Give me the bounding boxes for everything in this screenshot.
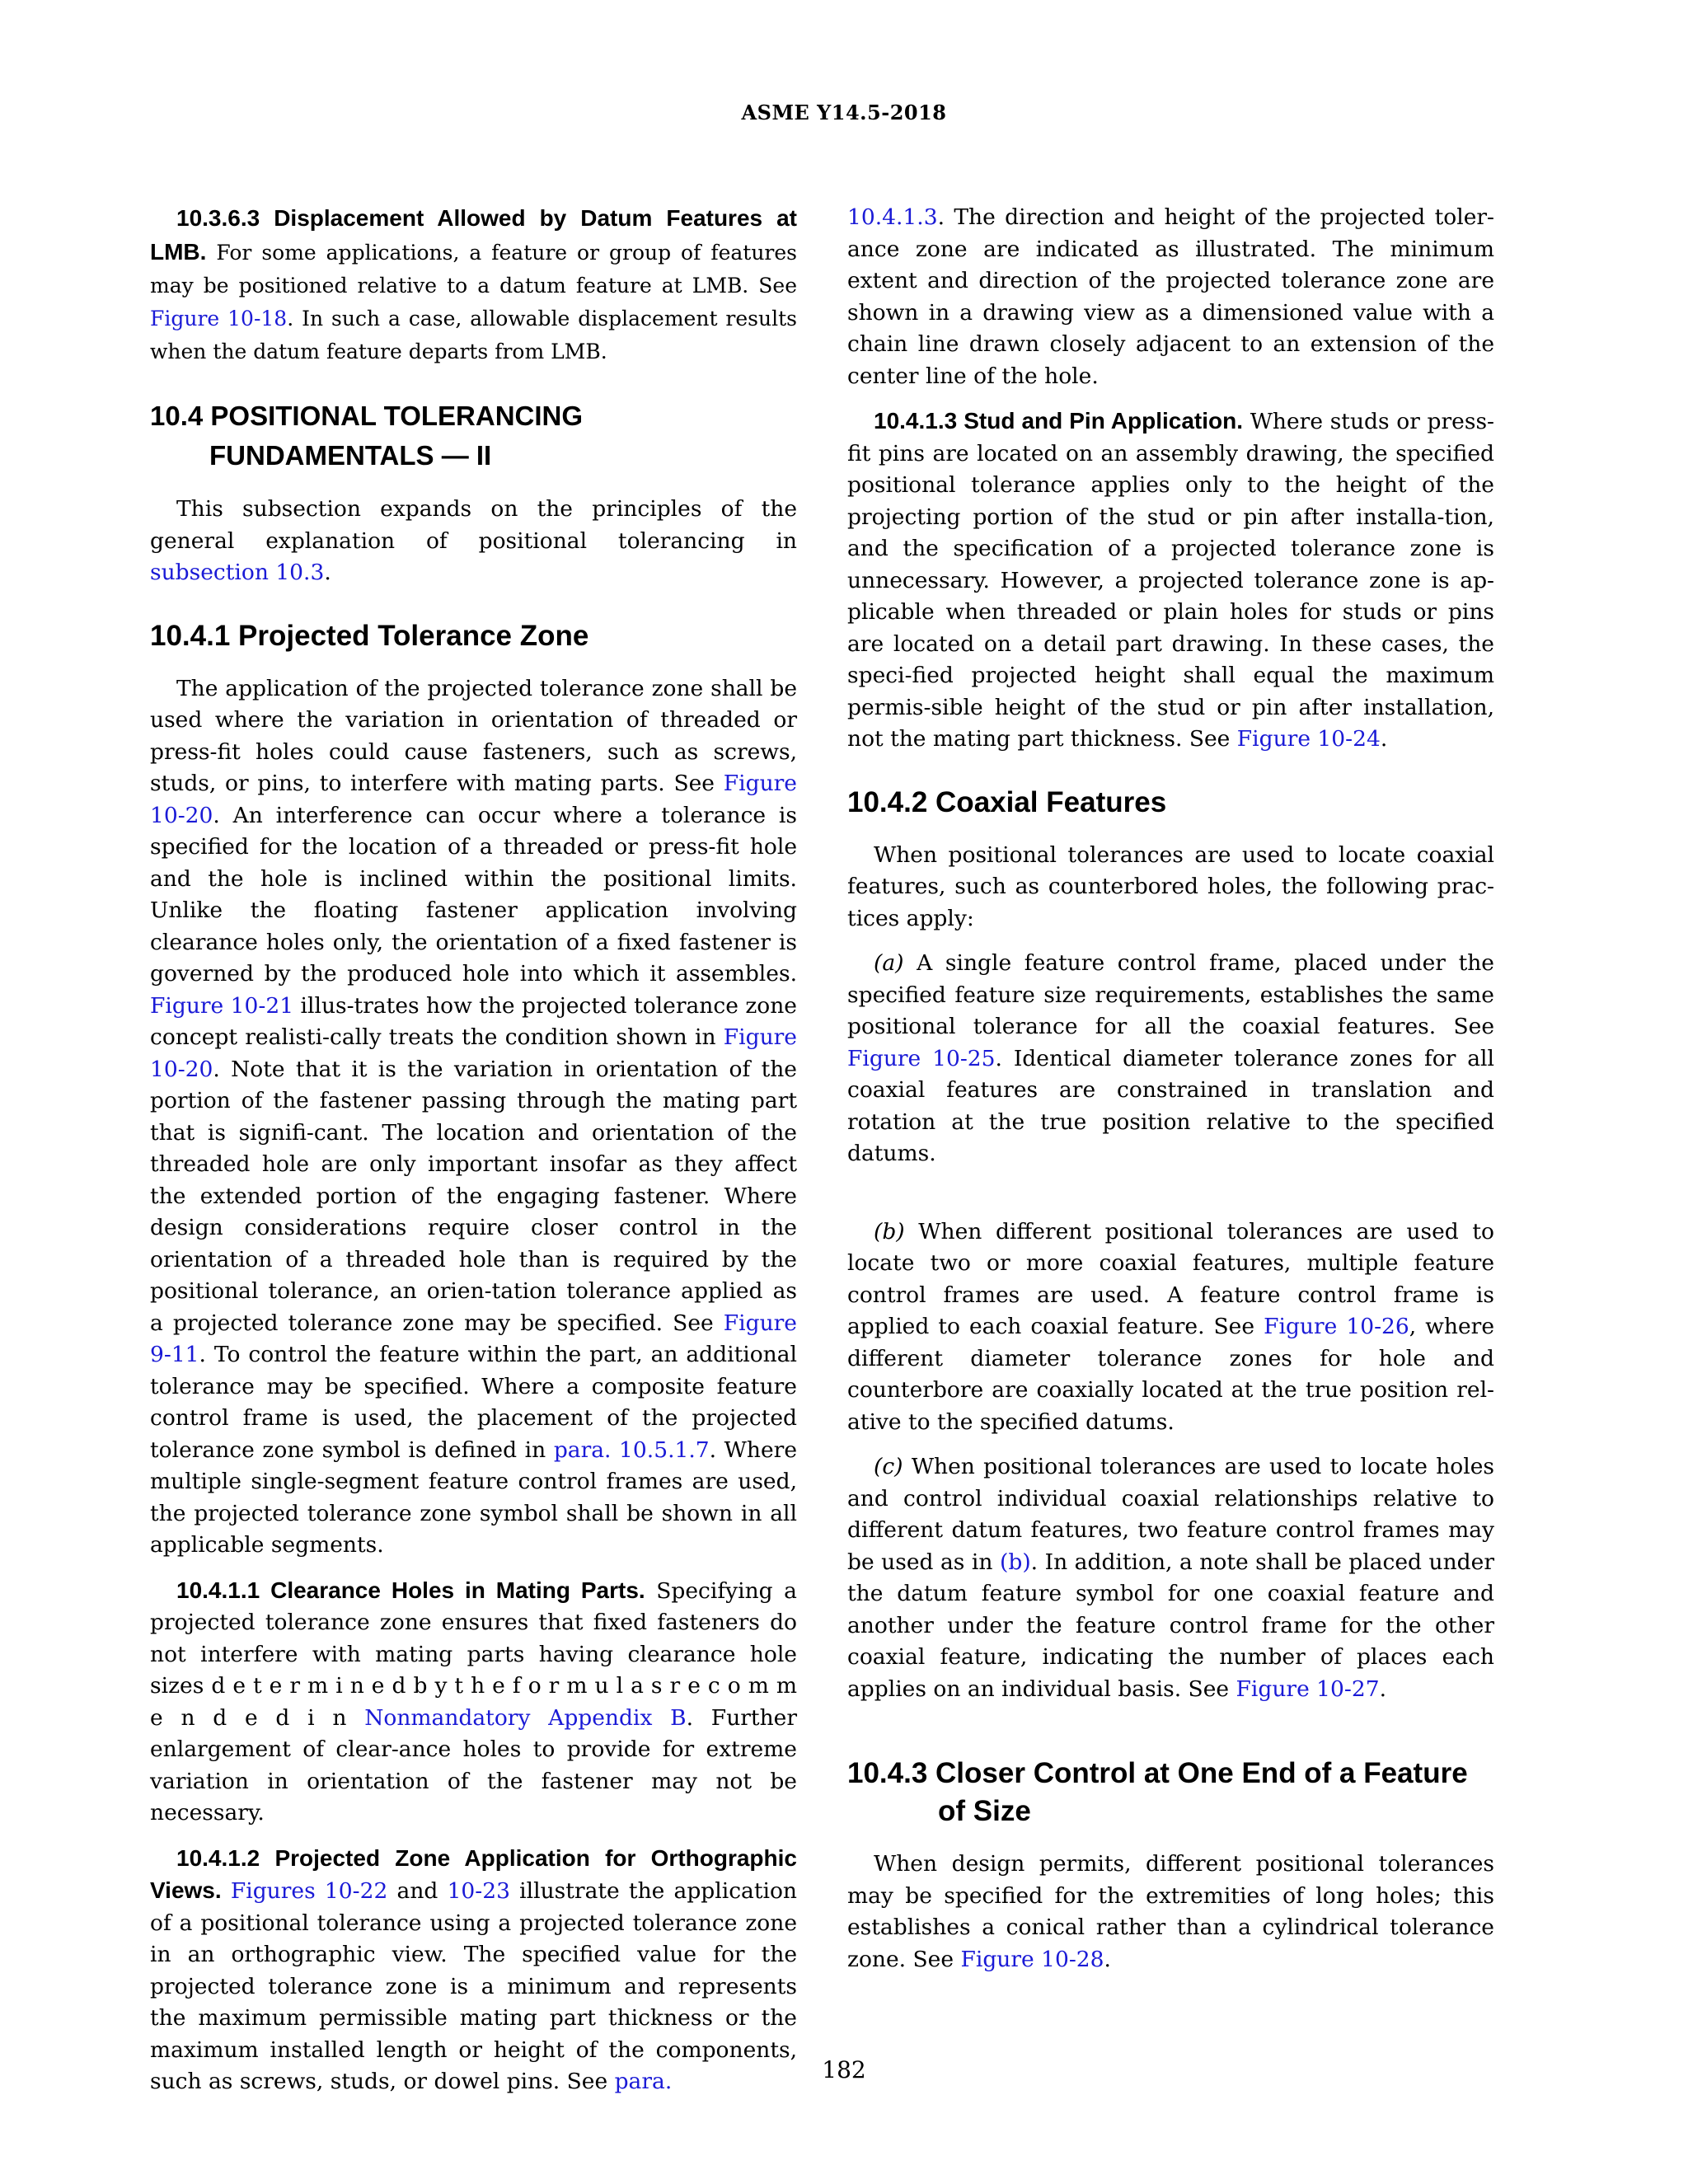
figure-link[interactable]: Figure 10-27 [1236, 1675, 1380, 1702]
run-in-heading: 10.4.1.2 Projected Zone Application for Orthographic Views. [150, 1844, 797, 1903]
figure-link[interactable]: 10-23 [447, 1878, 510, 1904]
figure-link[interactable]: Figure 10-28 [960, 1946, 1104, 1972]
paragraph-continued: 10.4.1.3. The direction and height of the projected toler-ance zone are indicated as illustrated. The minimum extent and direction of the projected tolerance zone are shown in a drawing view as a dimensioned value with a chain line drawn closely adjacent to an extension of the center line of the hole. [847, 204, 1494, 389]
paragraph-10-3-6-3: 10.3.6.3 Displacement Allowed by Datum Features at LMB. For some applications, a feature or group of features may be positioned relative to a datum feature at LMB. See Figure 10-18. In such a case, allowable displacement results when the datum feature departs from LMB. [150, 205, 797, 363]
list-label: (b) [874, 1218, 905, 1244]
paragraph-10-4-1: The application of the projected tolerance zone shall be used where the variation in orientation of threaded or press-fit holes could cause fasteners, such as screws, studs, or pins, to interfere with mating parts. See Figure 10-20. An interference can occur where a tolerance is specified for the location of a threaded or press-fit hole and the hole is inclined within the positional limits. Unlike the floating fastener application involving clearance holes only, the orientation of a fixed fastener is governed by the produced hole into which it assembles. Figure 10-21 illus-trates how the projected tolerance zone concept realisti-cally treats the condition shown in Figure 10-20. Note that it is the variation in orientation of the portion of the fastener passing through the mating part that is signifi-cant. The location and orientation of the threaded hole are only important insofar as they affect the extended portion of the engaging fastener. Where design considerations require closer control in the orientation of a threaded hole than is required by the positional tolerance, an orien-tation tolerance applied as a projected tolerance zone may be specified. See Figure 9-11. To control the feature within the part, an additional tolerance may be specified. Where a composite feature control frame is used, the placement of the projected tolerance zone symbol is defined in para. 10.5.1.7. Where multiple single-segment feature control frames are used, the projected tolerance zone symbol shall be shown in all applicable segments. [150, 675, 797, 1558]
figure-link[interactable]: Figure 10-20 [150, 771, 797, 828]
run-in-heading: 10.4.1.3 Stud and Pin Application. [874, 408, 1244, 434]
paragraph-10-4-1-3: 10.4.1.3 Stud and Pin Application. Where studs or press-fit pins are located on an assembly drawing, the specified positional tolerance applies only to the height of the projecting portion of the stud or pin after installa-tion, and the specification of a projected tolerance zone is unnecessary. However, a projected tolerance zone is ap-plicable when threaded or plain holes for studs or pins are located on a detail part drawing. In these cases, the speci-fied projected height shall equal the maximum permis-sible height of the stud or pin after installation, not the mating part thickness. See Figure 10-24. [847, 408, 1495, 752]
appendix-link[interactable]: Nonmandatory Appendix B [364, 1704, 687, 1731]
figure-link[interactable]: Figure 10-20 [150, 1024, 797, 1082]
section-heading-10-4-3: 10.4.3 Closer Control at One End of a Feature of Size [847, 1757, 1468, 1827]
list-label: (c) [874, 1454, 903, 1479]
section-heading-10-4: 10.4 POSITIONAL TOLERANCING FUNDAMENTALS — II [150, 401, 584, 471]
list-item-b: (b) When different positional tolerances are used to locate two or more coaxial features, multiple feature control frames are used. A feature control frame is applied to each coaxial feature. See Figure 10-26, where different diameter tolerance zones for hole and counterbore are coaxially located at the true position rel-ative to the specified datums. [847, 1218, 1495, 1435]
paragraph-10-4-intro: This subsection expands on the principles of the general explanation of positional tolerancing in subsection 10.3. [150, 496, 797, 585]
para-link[interactable]: para. [614, 2069, 673, 2094]
para-link[interactable]: 10.4.1.3 [847, 204, 938, 230]
section-heading-10-4-1: 10.4.1 Projected Tolerance Zone [150, 619, 589, 652]
left-column [150, 202, 797, 2111]
paragraph-10-4-2: When positional tolerances are used to locate coaxial features, such as counterbored holes, the following prac-tices apply: [847, 841, 1494, 931]
section-heading-10-4-2: 10.4.2 Coaxial Features [847, 785, 1167, 818]
figure-link[interactable]: Figure 9-11 [150, 1310, 797, 1367]
figure-link[interactable]: Figure 10-26 [1264, 1314, 1409, 1339]
figure-link[interactable]: Figure 10-18 [150, 307, 288, 330]
subsection-link[interactable]: subsection 10.3 [150, 560, 325, 585]
list-label: (a) [874, 950, 904, 976]
figure-link[interactable]: Figure 10-21 [150, 992, 294, 1019]
paragraph-10-4-3: When design permits, different positional tolerances may be specified for the extremities of long holes; this establishes a conical rather than a cylindrical tolerance zone. See Figure 10-28. [847, 1851, 1494, 1972]
page-number: 182 [822, 2056, 866, 2083]
right-column [847, 202, 1494, 1989]
figure-link[interactable]: Figure 10-25 [847, 1045, 996, 1071]
para-link[interactable]: para. 10.5.1.7 [553, 1436, 710, 1463]
figure-link[interactable]: Figure 10-24 [1236, 726, 1381, 752]
running-header: ASME Y14.5-2018 [741, 101, 947, 124]
run-in-heading: 10.4.1.1 Clearance Holes in Mating Parts. [176, 1577, 645, 1603]
run-in-heading: 10.3.6.3 Displacement Allowed by Datum Features at LMB. [150, 205, 797, 265]
item-link[interactable]: (b) [1000, 1549, 1031, 1575]
paragraph-10-4-1-2: 10.4.1.2 Projected Zone Application for Orthographic Views. Figures 10-22 and 10-23 illustrate the application of a positional tolerance using a projected tolerance zone in an orthographic view. The specified value for the projected tolerance zone is a minimum and represents the maximum permissible mating part thickness or the maximum installed length or height of the components, such as screws, studs, or dowel pins. See para. [150, 1844, 797, 2094]
list-item-c: (c) When positional tolerances are used to locate holes and control individual coaxial relationships relative to different datum features, two feature control frames may be used as in (b). In addition, a note shall be placed under the datum feature symbol for one coaxial feature and another under the feature control frame for the other coaxial feature, indicating the number of places each applies on an individual basis. See Figure 10-27. [847, 1454, 1494, 1702]
paragraph-10-4-1-1: 10.4.1.1 Clearance Holes in Mating Parts. Specifying a projected tolerance zone ensures that fixed fasteners do not interfere with mating parts having clearance hole sizes d e t e r m i n e d b y t h e f o r m u l a s r e c o m m e n d e d i n Nonmandatory Appendix B. Further enlargement of clear-ance holes to provide for extreme variation in orientation of the fastener may not be necessary. [150, 1577, 797, 1825]
list-item-a: (a) A single feature control frame, placed under the specified feature size requirements, establishes the same positional tolerance for all the coaxial features. See Figure 10-25. Identical diameter tolerance zones for all coaxial features are constrained in translation and rotation at the true position relative to the specified datums. [847, 950, 1495, 1166]
figure-link[interactable]: Figures 10-22 [230, 1878, 388, 1904]
